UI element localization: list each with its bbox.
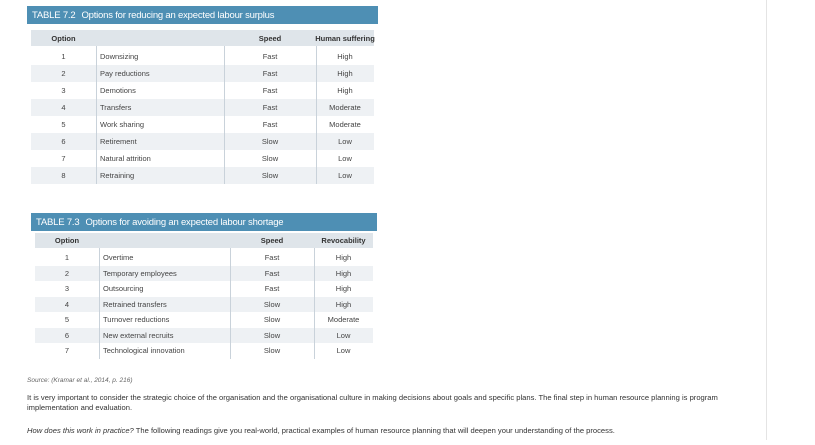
table-row — [31, 116, 374, 133]
table-header-row — [31, 30, 374, 46]
practice-lead: How does this work in practice? — [27, 426, 134, 435]
column-divider — [96, 46, 97, 184]
cell-speed: Fast — [264, 284, 280, 294]
header-speed: Speed — [260, 236, 284, 245]
practice-paragraph — [27, 426, 757, 435]
cell-option-number: 8 — [61, 171, 66, 180]
cell-option-name: Pay reductions — [100, 69, 150, 78]
cell-speed: Fast — [264, 253, 280, 263]
cell-option-number: 4 — [61, 103, 66, 112]
cell-rating: Moderate — [329, 103, 361, 112]
column-divider — [316, 46, 317, 184]
table-row — [35, 266, 373, 282]
column-divider — [314, 248, 315, 359]
cell-rating: Moderate — [329, 120, 361, 129]
cell-option-number: 6 — [61, 137, 66, 146]
cell-option-name: Retraining — [100, 171, 135, 180]
table-title — [27, 6, 378, 24]
table-number: TABLE 7.2 — [32, 10, 76, 21]
table-row — [31, 99, 374, 116]
cell-option-name: Transfers — [100, 103, 132, 112]
cell-speed: Slow — [261, 137, 279, 146]
table-header-row — [35, 233, 373, 248]
table-row — [35, 343, 373, 359]
table-caption: Options for reducing an expected labour surplus — [81, 10, 275, 21]
table-row — [35, 250, 373, 266]
cell-rating: Low — [338, 171, 352, 180]
body-paragraph: It is very important to consider the strategic choice of the organisation and the organisational culture in making decisions about goals and specific plans. The final step in human resource planning is program implementation and evaluation. — [27, 393, 718, 412]
practice-text: The following readings give you real-world, practical examples of human resource planning that will deepen your understanding of the process. — [133, 426, 615, 435]
cell-option-number: 7 — [64, 346, 70, 356]
table-row — [31, 150, 374, 167]
cell-option-name: Turnover reductions — [103, 315, 170, 325]
cell-option-number: 6 — [64, 330, 70, 340]
cell-option-name: Demotions — [100, 86, 136, 95]
table-row — [31, 82, 374, 99]
table-row — [31, 133, 374, 150]
cell-option-number: 7 — [61, 154, 66, 163]
header-rating: Human suffering — [315, 33, 375, 43]
cell-speed: Slow — [261, 171, 279, 180]
cell-speed: Slow — [263, 346, 281, 356]
header-speed: Speed — [258, 33, 282, 43]
cell-option-name: Overtime — [103, 253, 134, 263]
cell-option-name: Retrained transfers — [103, 299, 167, 309]
cell-speed: Slow — [263, 299, 281, 309]
cell-option-name: Outsourcing — [103, 284, 144, 294]
cell-speed: Slow — [263, 330, 281, 340]
table-body — [35, 233, 373, 361]
table-row — [35, 312, 373, 328]
cell-option-name: Technological innovation — [103, 346, 185, 356]
column-divider — [230, 248, 231, 359]
cell-option-number: 1 — [61, 52, 66, 61]
header-option: Option — [54, 236, 80, 245]
cell-rating: Low — [336, 330, 351, 340]
header-option: Option — [51, 33, 76, 43]
cell-rating: High — [337, 86, 353, 95]
cell-rating: High — [335, 253, 352, 263]
cell-option-name: Downsizing — [100, 52, 139, 61]
table-row — [31, 48, 374, 65]
cell-speed: Slow — [261, 154, 279, 163]
cell-rating: Low — [338, 154, 352, 163]
header-rating: Revocability — [321, 236, 366, 245]
source-citation: Source: (Kramar et al., 2014, p. 216) — [27, 377, 133, 384]
cell-speed: Fast — [262, 52, 278, 61]
cell-option-name: Work sharing — [100, 120, 145, 129]
table-labour-shortage — [31, 213, 377, 361]
cell-speed: Slow — [263, 315, 281, 325]
cell-speed: Fast — [262, 86, 278, 95]
cell-option-number: 4 — [64, 299, 70, 309]
cell-rating: High — [335, 268, 352, 278]
cell-rating: Low — [338, 137, 352, 146]
cell-rating: Low — [336, 346, 351, 356]
cell-option-name: Temporary employees — [103, 268, 177, 278]
cell-option-number: 5 — [61, 120, 66, 129]
table-title — [31, 213, 377, 231]
cell-option-number: 3 — [64, 284, 70, 294]
cell-rating: High — [335, 284, 352, 294]
cell-rating: High — [337, 52, 353, 61]
cell-option-number: 5 — [64, 315, 70, 325]
cell-speed: Fast — [262, 69, 278, 78]
cell-option-number: 2 — [64, 268, 70, 278]
cell-rating: Moderate — [327, 315, 360, 325]
table-labour-surplus — [27, 6, 378, 188]
cell-option-number: 1 — [64, 253, 70, 263]
cell-option-number: 2 — [61, 69, 66, 78]
cell-speed: Fast — [262, 120, 278, 129]
table-row — [31, 167, 374, 184]
cell-option-number: 3 — [61, 86, 66, 95]
table-row — [35, 281, 373, 297]
cell-rating: High — [337, 69, 353, 78]
table-number: TABLE 7.3 — [36, 217, 80, 228]
cell-speed: Fast — [262, 103, 278, 112]
cell-option-name: Natural attrition — [100, 154, 151, 163]
table-body — [31, 30, 374, 188]
cell-rating: High — [335, 299, 352, 309]
cell-option-name: New external recruits — [103, 330, 174, 340]
column-divider — [224, 46, 225, 184]
table-row — [35, 328, 373, 344]
table-row — [31, 65, 374, 82]
cell-speed: Fast — [264, 268, 280, 278]
cell-option-name: Retirement — [100, 137, 137, 146]
column-divider — [99, 248, 100, 359]
table-row — [35, 297, 373, 313]
table-caption: Options for avoiding an expected labour shortage — [85, 217, 284, 228]
